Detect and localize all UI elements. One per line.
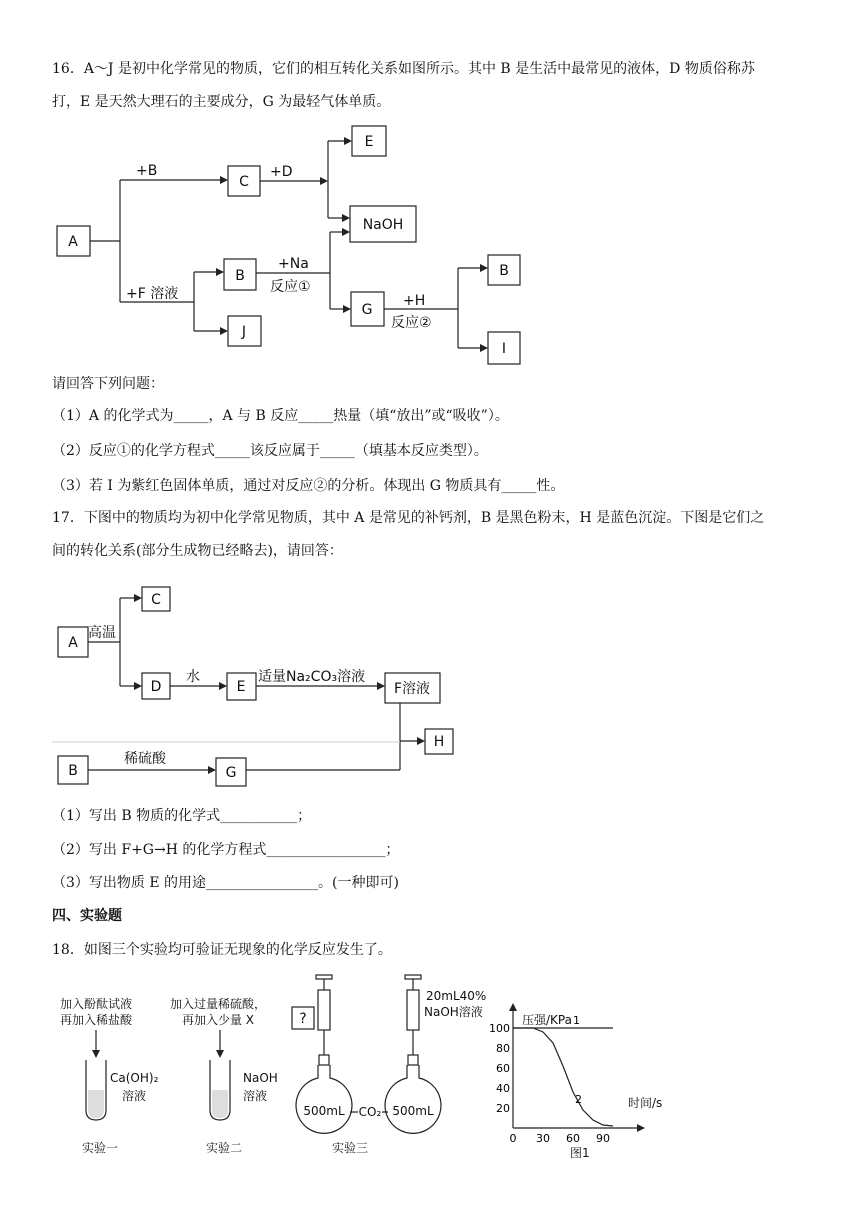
chart-x-tick-label: 30 [536,1132,550,1145]
exp1-caption: 实验一 [81,1141,119,1155]
q17-edge-acid: 稀硫酸 [124,751,166,767]
q16-edge-plusF: +F 溶液 [126,286,179,302]
q16-label-J: J [241,324,247,340]
section-4-heading: 四、实验题 [52,908,122,924]
q16-prompt: 请回答下列问题： [52,376,164,392]
chart-y-tick-label: 80 [496,1042,510,1055]
chart-series-label-1: 1 [573,1014,580,1027]
chart-x-arrow [637,1124,645,1132]
q17-text-line1: 17．下图中的物质均为初中化学常见物质，其中 A 是常见的补钙剂，B 是黑色粉末，H 是蓝色沉淀。下图是它们之 [52,510,765,526]
q16-label-A: A [68,234,78,250]
q17-edge-na2co3: 适量Na₂CO₃溶液 [258,669,366,685]
exp2-instruction-1: 加入过量稀硫酸， [169,997,267,1011]
exp3-flask-right-volume: 500mL [392,1104,434,1118]
q18-experiments [0,965,860,1165]
q17-text-line2: 间的转化关系(部分生成物已经略去)，请回答： [52,543,343,559]
q17-label-G: G [225,765,237,781]
q16-label-G: G [361,302,373,318]
q17-sub1: （1）写出 B 物质的化学式___________； [52,808,312,824]
q16-label-I: I [501,341,507,357]
q16-sub1: （1）A 的化学式为_____，A 与 B 反应_____热量（填“放出”或“吸收”）。 [52,408,509,424]
chart-series-line-2 [513,1028,613,1126]
q16-label-B2: B [499,263,509,279]
exp2-solution-1: NaOH [243,1071,278,1085]
q16-diagram [0,120,600,370]
q16-edge-plusNa: +Na [278,256,309,272]
chart-series-label-2: 2 [575,1093,582,1106]
pressure-chart [480,995,670,1165]
exp2-liquid [212,1090,228,1118]
exp3-gas-label: CO₂ [358,1105,382,1119]
chart-y-tick-label: 60 [496,1062,510,1075]
exp1-solution-2: 溶液 [122,1089,147,1103]
exp2-caption: 实验二 [205,1141,243,1155]
exp3-unknown-label: ? [299,1011,307,1027]
q17-label-A: A [68,635,78,651]
exp1-instruction-2: 再加入稀盐酸 [59,1013,133,1027]
q17-label-F: F溶液 [393,681,431,697]
exp3-syringe-right-handle [405,975,421,979]
q16-edge-reaction1: 反应① [270,279,311,295]
exp3-syringe-right-barrel [407,990,419,1030]
chart-ylabel: 压强/KPa [522,1013,572,1027]
q16-label-C: C [239,174,249,190]
exp3-syringe-left-barrel [318,990,330,1030]
q17-sub3: （3）写出物质 E 的用途________________。(一种即可) [52,875,399,891]
q17-label-C: C [151,592,161,608]
chart-x-tick-label: 90 [596,1132,610,1145]
exp2-instruction-2: 再加入少量 X [181,1013,255,1027]
q16-label-B1: B [235,268,245,284]
chart-y-tick-label: 100 [489,1022,510,1035]
chart-xlabel: 时间/s [628,1096,663,1110]
chart-x-tick-label: 60 [566,1132,580,1145]
exp1-instruction-1: 加入酚酞试液 [59,997,133,1011]
exp3-reagent-1: 20mL40% [426,989,487,1003]
chart-x-tick-label: 0 [509,1132,517,1145]
exp3-flask-right [385,1065,441,1133]
q16-edge-plusB: +B [136,163,158,179]
q16-sub2: （2）反应①的化学方程式_____该反应属于_____（填基本反应类型）。 [52,443,488,459]
q16-label-NaOH: NaOH [362,217,404,233]
exp3-flask-left-volume: 500mL [303,1104,345,1118]
chart-y-arrow [509,1003,517,1011]
q17-edge-gaowen: 高温 [88,625,116,641]
q16-sub3: （3）若 I 为紫红色固体单质，通过对反应②的分析。体现出 G 物质具有_____性。 [52,478,565,494]
q17-label-B: B [68,763,78,779]
exp1-solution-1: Ca(OH)₂ [110,1071,159,1085]
q16-edge-plusH: +H [403,293,426,309]
q17-label-H: H [433,734,445,750]
exp3-reagent-2: NaOH溶液 [424,1005,483,1019]
chart-y-tick-label: 40 [496,1082,510,1095]
exp3-caption: 实验三 [331,1141,369,1155]
exp1-liquid [88,1090,104,1118]
chart-caption: 图1 [570,1146,590,1160]
exp3-flask-left [296,1065,352,1133]
chart-y-tick-label: 20 [496,1102,510,1115]
q16-text-line2: 打，E 是天然大理石的主要成分，G 为最轻气体单质。 [52,94,391,110]
q18-text-line1: 18．如图三个实验均可验证无现象的化学反应发生了。 [52,942,392,958]
q17-edge-water: 水 [186,669,200,685]
q17-label-D: D [150,679,162,695]
exp2-solution-2: 溶液 [243,1089,268,1103]
q17-diagram [0,580,500,795]
q16-label-E: E [364,134,374,150]
q17-sub2: （2）写出 F+G→H 的化学方程式_________________； [52,842,400,858]
q16-edge-reaction2: 反应② [391,315,432,331]
q16-edge-plusD: +D [270,164,293,180]
exp3-syringe-left-handle [316,975,332,979]
q16-text-line1: 16．A～J 是初中化学常见的物质，它们的相互转化关系如图所示。其中 B 是生活中最常见的液体，D 物质俗称苏 [52,61,755,77]
q17-label-E: E [236,679,246,695]
